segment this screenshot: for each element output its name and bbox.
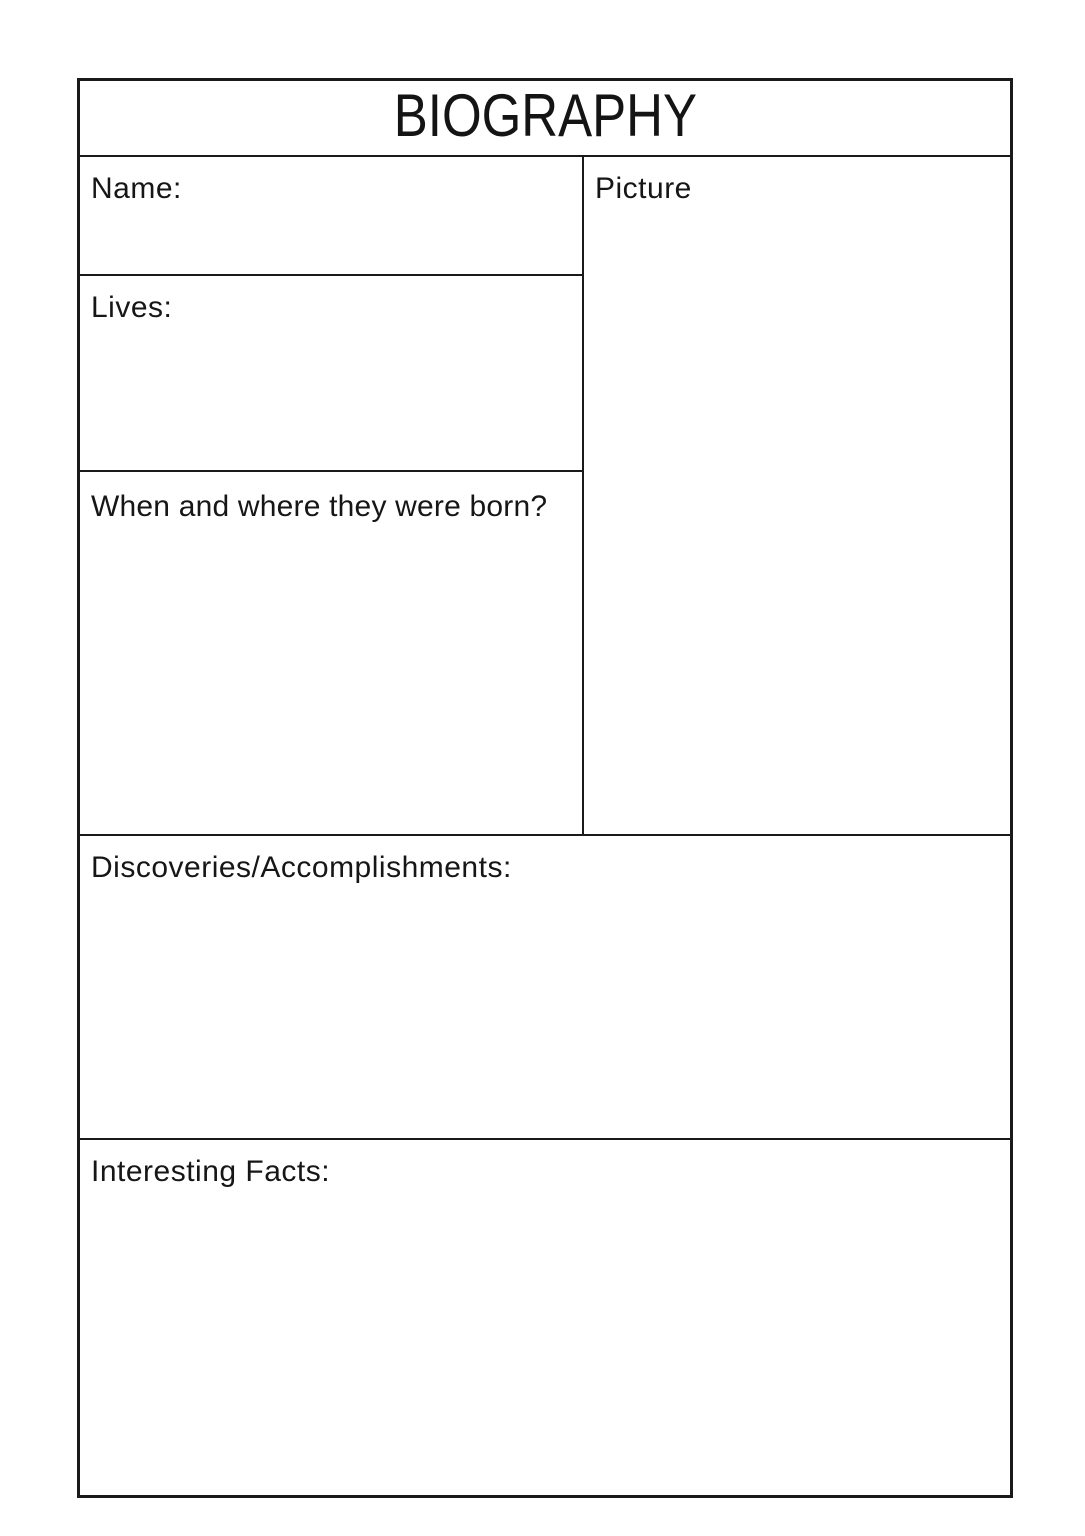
discoveries-write-area[interactable] — [80, 886, 1010, 1138]
lives-label: Lives: — [91, 291, 173, 324]
name-label: Name: — [91, 172, 182, 205]
name-write-area[interactable] — [80, 207, 582, 274]
lives-write-area[interactable] — [80, 326, 582, 470]
discoveries-label: Discoveries/Accomplishments: — [91, 851, 512, 884]
worksheet-header — [80, 81, 1010, 157]
born-label: When and where they were born? — [91, 490, 548, 523]
picture-label: Picture — [595, 172, 692, 205]
name-section — [80, 157, 582, 276]
born-section — [80, 472, 582, 834]
worksheet-middle-section — [80, 157, 1010, 834]
facts-section — [80, 1138, 1010, 1495]
left-column — [80, 157, 584, 834]
born-write-area[interactable] — [80, 525, 582, 834]
picture-section — [584, 157, 1010, 834]
facts-write-area[interactable] — [80, 1190, 1010, 1495]
lives-section — [80, 276, 582, 472]
discoveries-section — [80, 834, 1010, 1138]
biography-worksheet — [77, 78, 1013, 1498]
picture-area[interactable] — [584, 207, 1010, 834]
facts-label: Interesting Facts: — [91, 1155, 331, 1188]
page-title: BIOGRAPHY — [393, 82, 697, 149]
